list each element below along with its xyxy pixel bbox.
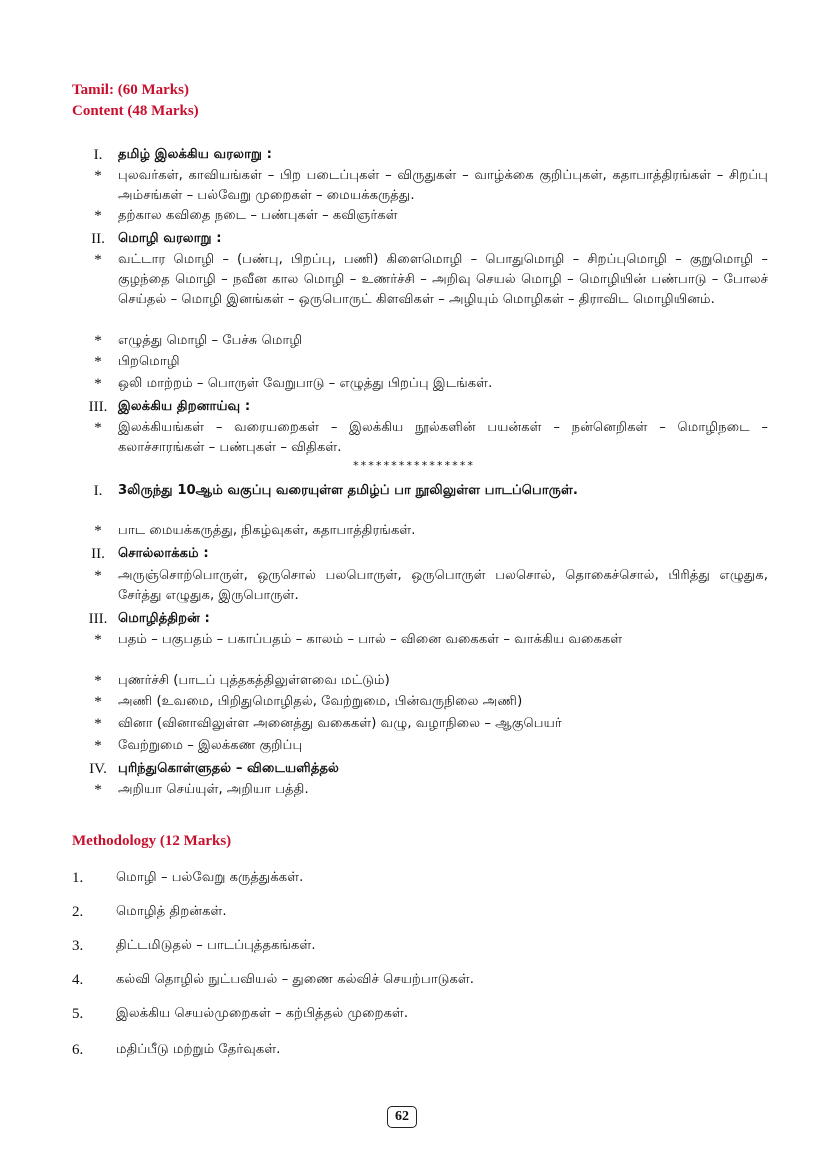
- methodology-item: [72, 902, 762, 922]
- bullet-item: [78, 374, 768, 394]
- item-text: மொழித்திறன் :: [118, 611, 210, 626]
- bullet-marker: *: [94, 632, 102, 648]
- item-text: பாட மையக்கருத்து, நிகழ்வுகள், கதாபாத்திரங்கள்.: [118, 523, 416, 538]
- bullet-marker: *: [94, 523, 102, 539]
- item-number: 3.: [72, 938, 84, 954]
- methodology-item: [72, 1004, 762, 1024]
- item-text: பிறமொழி: [118, 354, 180, 369]
- bullet-item: [78, 166, 768, 206]
- methodology-title: Methodology (12 Marks): [72, 833, 232, 849]
- section-heading: [78, 759, 768, 779]
- item-text: 3லிருந்து 10ஆம் வகுப்பு வரையுள்ள தமிழ்ப் பா நூலிலுள்ள பாடப்பொருள்.: [118, 483, 578, 498]
- bullet-item: [78, 714, 768, 734]
- bullet-marker: *: [94, 208, 102, 224]
- roman-numeral: I.: [93, 147, 103, 163]
- bullet-item: [78, 736, 768, 756]
- bullet-item: [78, 780, 768, 800]
- bullet-marker: *: [94, 716, 102, 732]
- bullet-item: [78, 418, 768, 458]
- item-text: புணர்ச்சி (பாடப் புத்தகத்திலுள்ளவை மட்டும்): [118, 673, 390, 688]
- section-heading: [78, 609, 768, 629]
- page-number: 62: [387, 1106, 417, 1128]
- bullet-marker: *: [94, 782, 102, 798]
- item-text: திட்டமிடுதல் – பாடப்புத்தகங்கள்.: [116, 938, 316, 953]
- section-title: Tamil: (60 Marks): [72, 82, 189, 98]
- item-text: இலக்கிய செயல்முறைகள் – கற்பித்தல் முறைகள்.: [116, 1006, 409, 1021]
- item-text: மதிப்பீடு மற்றும் தேர்வுகள்.: [116, 1042, 281, 1057]
- roman-numeral: III.: [88, 611, 108, 627]
- item-text: இலக்கியங்கள் – வரையறைகள் – இலக்கிய நூல்களின் பயன்கள் – நன்னெறிகள் – மொழிநடை – கலாச்சாரங்கள் – பண்புகள் – விதிகள்.: [118, 420, 768, 455]
- bullet-marker: *: [94, 354, 102, 370]
- bullet-marker: *: [94, 168, 102, 184]
- methodology-item: [72, 868, 762, 888]
- bullet-marker: *: [94, 420, 102, 436]
- item-text: தற்கால கவிதை நடை – பண்புகள் – கவிஞர்கள்: [118, 208, 398, 223]
- item-text: புலவர்கள், காவியங்கள் – பிற படைப்புகள் – விருதுகள் – வாழ்க்கை குறிப்புகள், கதாபாத்திரங்கள் – சிறப்பு அம்சங்கள் – பல்வேறு முறைகள் – மையக்கருத்து.: [118, 168, 768, 203]
- roman-numeral: I.: [93, 483, 103, 499]
- bullet-item: [78, 566, 768, 606]
- item-text: எழுத்து மொழி – பேச்சு மொழி: [118, 333, 303, 348]
- roman-numeral: III.: [88, 399, 108, 415]
- item-number: 6.: [72, 1042, 84, 1058]
- item-text: பதம் – பகுபதம் – பகாப்பதம் – காலம் – பால் – வினை வகைகள் – வாக்கிய வகைகள்: [118, 632, 623, 647]
- bullet-marker: *: [94, 738, 102, 754]
- item-text: மொழித் திறன்கள்.: [116, 904, 227, 919]
- bullet-item: [78, 630, 768, 650]
- section-heading: [78, 229, 768, 249]
- item-text: சொல்லாக்கம் :: [118, 546, 209, 561]
- item-text: வேற்றுமை – இலக்கண குறிப்பு: [118, 738, 303, 753]
- item-number: 4.: [72, 972, 84, 988]
- bullet-item: [78, 352, 768, 372]
- bullet-marker: *: [94, 376, 102, 392]
- separator: ****************: [352, 459, 475, 472]
- bullet-item: [78, 692, 768, 712]
- section-heading: [78, 481, 768, 501]
- bullet-marker: *: [94, 568, 102, 584]
- bullet-item: [78, 250, 768, 310]
- item-text: ஒலி மாற்றம் – பொருள் வேறுபாடு – எழுத்து பிறப்பு இடங்கள்.: [118, 376, 493, 391]
- section-heading: [78, 397, 768, 417]
- section-heading: [78, 145, 768, 165]
- item-text: தமிழ் இலக்கிய வரலாறு :: [118, 147, 272, 162]
- item-text: வட்டார மொழி – (பண்பு, பிறப்பு, பணி) கிளைமொழி – பொதுமொழி – சிறப்புமொழி – குறுமொழி – குழந்தை மொழி – நவீன கால மொழி – உணர்ச்சி – அறிவு செயல் மொழி – மொழியின் பண்பாடு – போலச் செய்தல் – மொழி இனங்கள் – ஒருபொருட் கிளவிகள் – அழியும் மொழிகள் – திராவிட மொழியினம்.: [118, 252, 768, 307]
- bullet-marker: *: [94, 673, 102, 689]
- item-text: புரிந்துகொள்ளுதல் – விடையளித்தல்: [118, 761, 340, 776]
- methodology-item: [72, 1040, 762, 1060]
- bullet-item: [78, 206, 768, 226]
- bullet-marker: *: [94, 252, 102, 268]
- item-text: அருஞ்சொற்பொருள், ஒருசொல் பலபொருள், ஒருபொருள் பலசொல், தொகைச்சொல், பிரித்து எழுதுக, சேர்த்து எழுதுக, இருபொருள்.: [118, 568, 768, 603]
- item-text: அறியா செய்யுள், அறியா பத்தி.: [118, 782, 309, 797]
- item-text: இலக்கிய திறனாய்வு :: [118, 399, 251, 414]
- content-subtitle: Content (48 Marks): [72, 103, 199, 119]
- bullet-item: [78, 521, 768, 541]
- bullet-item: [78, 671, 768, 691]
- methodology-item: [72, 936, 762, 956]
- item-text: அணி (உவமை, பிறிதுமொழிதல், வேற்றுமை, பின்வருநிலை அணி): [118, 694, 523, 709]
- bullet-marker: *: [94, 333, 102, 349]
- bullet-item: [78, 331, 768, 351]
- item-number: 2.: [72, 904, 84, 920]
- item-text: வினா (வினாவிலுள்ள அனைத்து வகைகள்) வழு, வழாநிலை – ஆகுபெயர்: [118, 716, 562, 731]
- methodology-item: [72, 970, 762, 990]
- item-text: மொழி – பல்வேறு கருத்துக்கள்.: [116, 870, 304, 885]
- section-heading: [78, 544, 768, 564]
- roman-numeral: IV.: [89, 761, 107, 777]
- bullet-marker: *: [94, 694, 102, 710]
- item-number: 1.: [72, 870, 84, 886]
- item-number: 5.: [72, 1006, 84, 1022]
- roman-numeral: II.: [91, 546, 105, 562]
- roman-numeral: II.: [91, 231, 105, 247]
- item-text: மொழி வரலாறு :: [118, 231, 222, 246]
- item-text: கல்வி தொழில் நுட்பவியல் – துணை கல்விச் செயற்பாடுகள்.: [116, 972, 475, 987]
